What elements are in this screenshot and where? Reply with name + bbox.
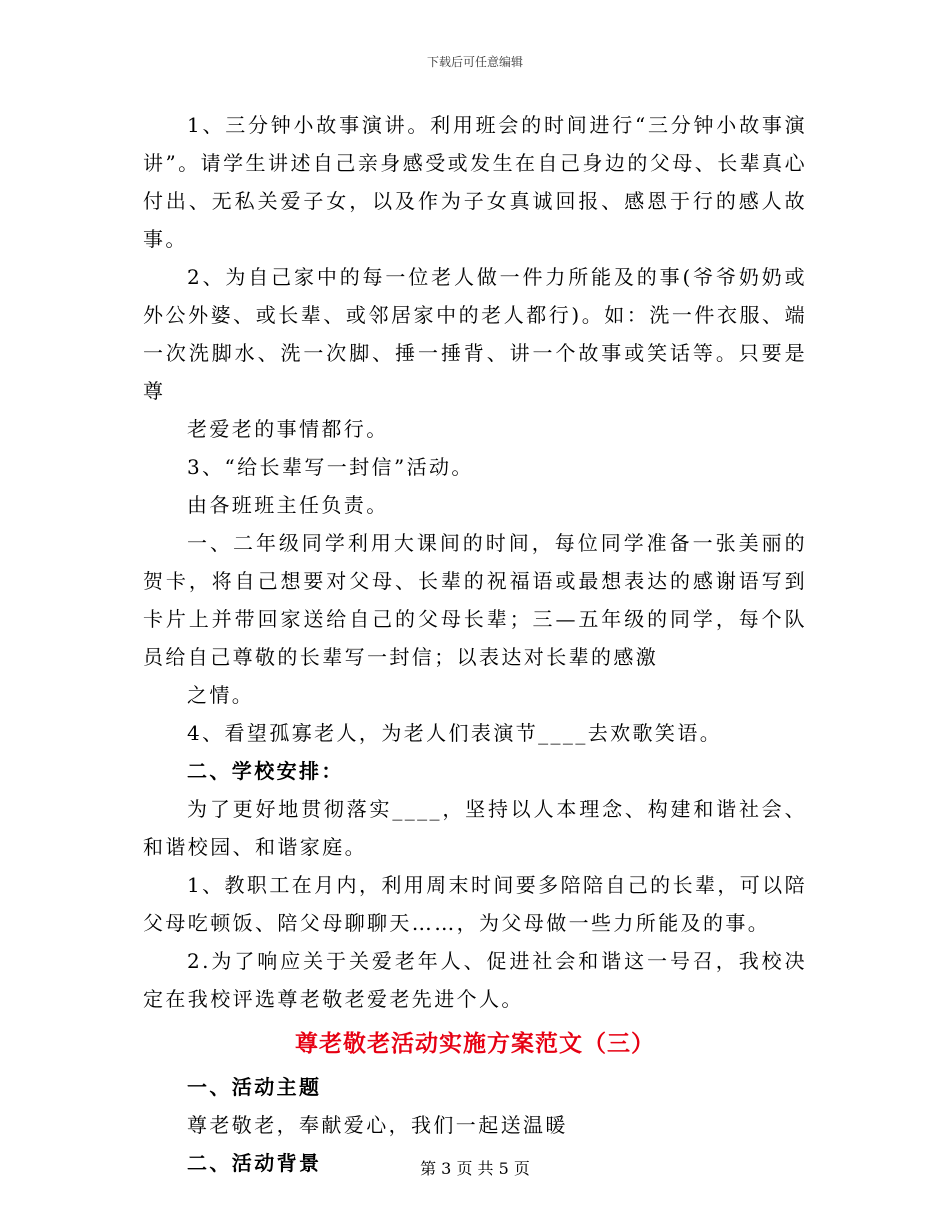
paragraph-greeting-cards: 一、二年级同学利用大课间的时间，每位同学准备一张美丽的贺卡，将自己想要对父母、长辈的祝福语或最想表达的感谢语写到卡片上并带回家送给自己的父母长辈；三—五年级的同学，每个队员给自己尊敬的长辈写一封信；以表达对长辈的感激 xyxy=(143,531,807,669)
heading-activity-background: 二、活动背景 xyxy=(187,1151,322,1175)
paragraph-visit-elderly: 4、看望孤寡老人，为老人们表演节____去欢歌笑语。 xyxy=(187,721,723,745)
paragraph-help-elders-cont: 老爱老的事情都行。 xyxy=(187,417,389,441)
paragraph-letter-activity: 3、“给长辈写一封信”活动。 xyxy=(187,455,474,479)
document-body xyxy=(143,106,807,1182)
section-title: 尊老敬老活动实施方案范文（三） xyxy=(295,1030,655,1057)
paragraph-story-speech: 1、三分钟小故事演讲。利用班会的时间进行“三分钟小故事演讲”。请学生讲述自己亲身感受或发生在自己身边的父母、长辈真心付出、无私关爱子女，以及作为子女真诚回报、感恩于行的感人故事。 xyxy=(143,113,807,251)
heading-school-arrangement: 二、学校安排： xyxy=(187,759,344,783)
paragraph-greeting-cards-cont: 之情。 xyxy=(187,683,255,707)
paragraph-staff: 1、教职工在月内，利用周末时间要多陪陪自己的长辈，可以陪父母吃顿饭、陪父母聊聊天……，为父母做一些力所能及的事。 xyxy=(143,873,807,935)
paragraph-help-elders: 2、为自己家中的每一位老人做一件力所能及的事(爷爷奶奶或外公外婆、或长辈、或邻居家中的老人都行)。如：洗一件衣服、端一次洗脚水、洗一次脚、捶一捶背、讲一个故事或笑话等。只要是尊 xyxy=(143,265,807,403)
paragraph-theme-text: 尊老敬老，奉献爱心，我们一起送温暖 xyxy=(187,1113,568,1137)
page-header: 下载后可任意编辑 xyxy=(426,55,523,69)
page-footer: 第 3 页 共 5 页 xyxy=(420,1159,530,1178)
paragraph-class-teacher: 由各班班主任负责。 xyxy=(187,493,389,517)
paragraph-selection: 2.为了响应关于关爱老年人、促进社会和谐这一号召，我校决定在我校评选尊老敬老爱老先进个人。 xyxy=(143,949,807,1011)
paragraph-harmony: 为了更好地贯彻落实____，坚持以人本理念、构建和谐社会、和谐校园、和谐家庭。 xyxy=(143,797,807,859)
heading-activity-theme: 一、活动主题 xyxy=(187,1075,322,1099)
